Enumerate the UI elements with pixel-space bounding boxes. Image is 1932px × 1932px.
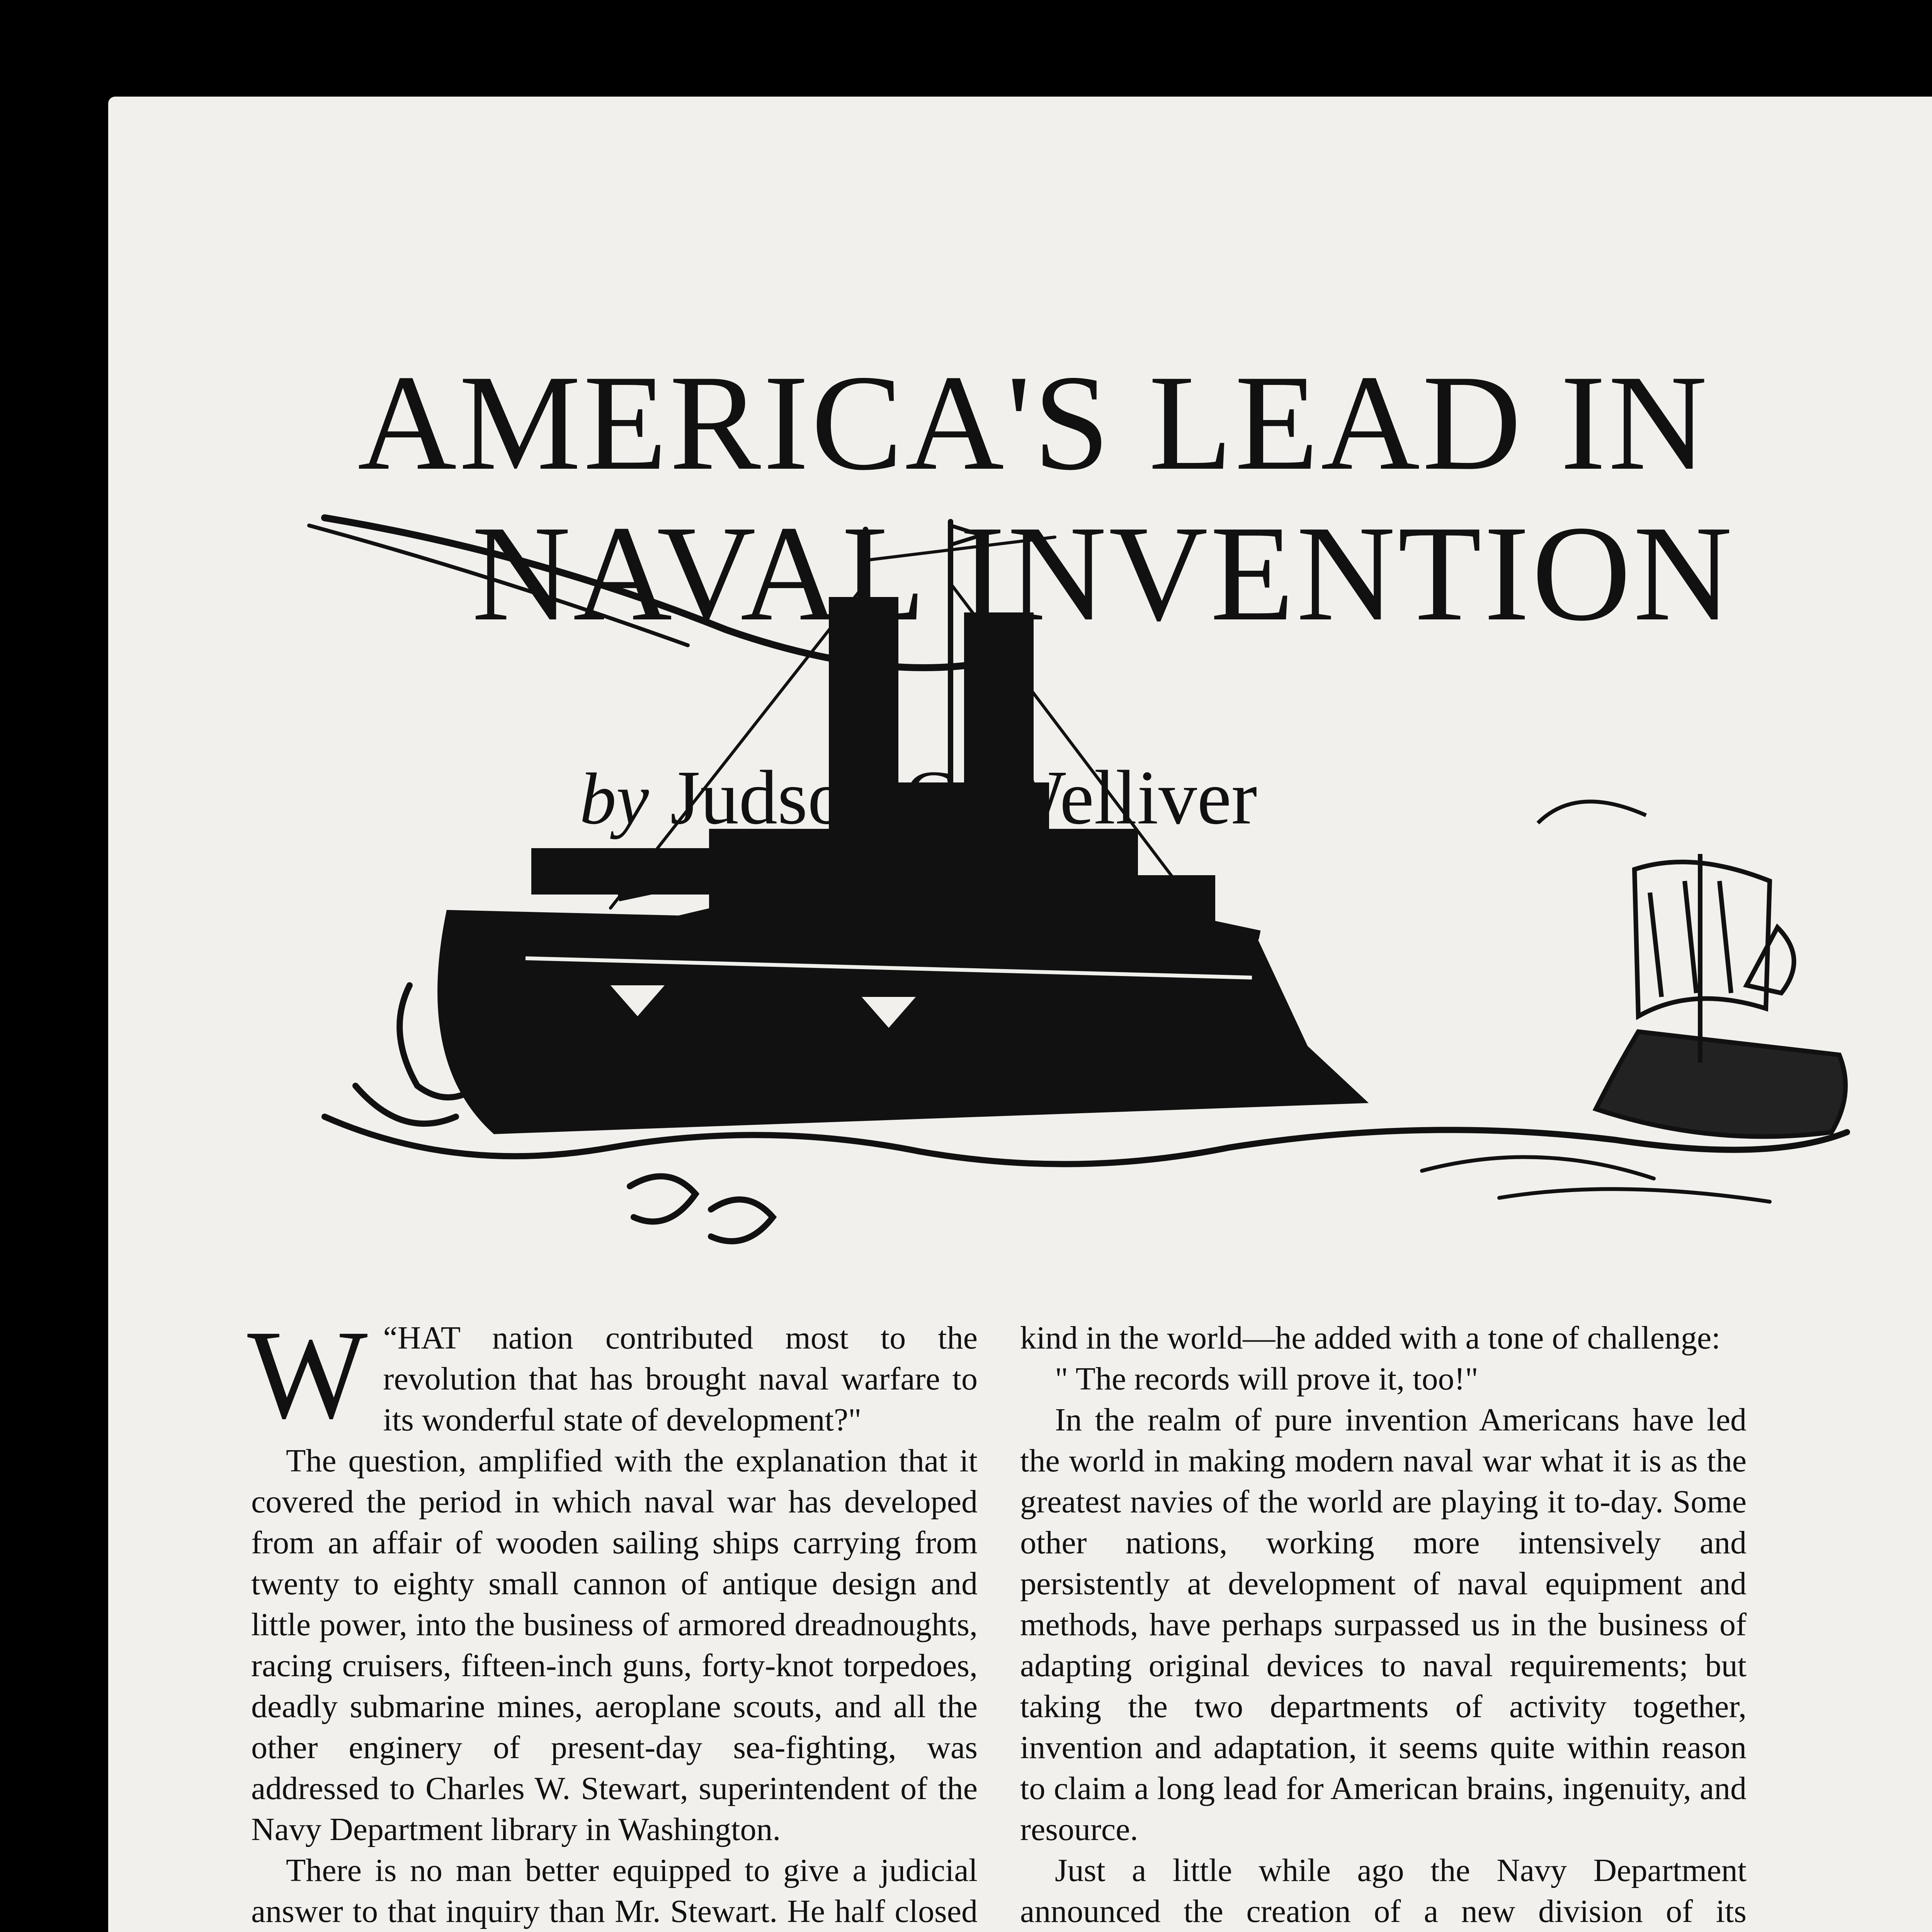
opening-paragraph-text: HAT nation contributed most to the revolution that has brought naval warfare to its wonderful state of development?" <box>383 1320 978 1438</box>
body-paragraph: There is no man better equipped to give a judicial answer to that inquiry than Mr. Stewart. He half closed <box>251 1852 978 1929</box>
byline <box>580 753 1257 842</box>
magazine-page <box>108 97 1932 1932</box>
body-paragraph: Just a little while ago the Navy Department announced the creation of a new division of its <box>1020 1852 1747 1929</box>
article-title-line-1: AMERICA'S LEAD IN <box>357 347 1710 498</box>
byline-prefix: by <box>580 759 649 840</box>
article-title-line-2: NAVAL INVENTION <box>471 497 1735 649</box>
body-paragraph: The question, amplified with the explanation that it covered the period in which naval war has developed from an affair of wooden sailing ships carrying from twenty to eighty small cannon of antique design and little power, into the business of armored dreadnoughts, racing cruisers, fifteen-inch guns, forty-knot torpedoes, deadly submarine mines, aeroplane scouts, and all the other enginery of present-day sea-fighting, was addressed to Charles W. Stewart, superintendent of the Navy Department library in Washington. <box>251 1443 978 1847</box>
battleship-illustration <box>108 97 1932 1294</box>
article-column-right <box>1020 1318 1747 1932</box>
author-name: Judson C. Welliver <box>670 755 1257 840</box>
body-paragraph: kind in the world—he added with a tone of challenge: <box>1020 1320 1721 1356</box>
opening-paragraph <box>247 1304 978 1445</box>
body-paragraph: In the realm of pure invention Americans have led the world in making modern naval war what it is as the greatest navies of the world are playing it to-day. Some other nations, working more intensively and persistently at development of naval equipment and methods, have perhaps surpassed us in the business of adapting original devices to naval requirements; but taking the two departments of activity together, invention and adaptation, it seems quite within reason to claim a long lead for American brains, ingenuity, and resource. <box>1020 1402 1747 1847</box>
drop-cap: W <box>247 1304 368 1445</box>
body-paragraph: " The records will prove it, too!" <box>1055 1361 1478 1397</box>
opening-quote: “ <box>383 1320 398 1356</box>
article-column-left <box>247 1304 978 1932</box>
